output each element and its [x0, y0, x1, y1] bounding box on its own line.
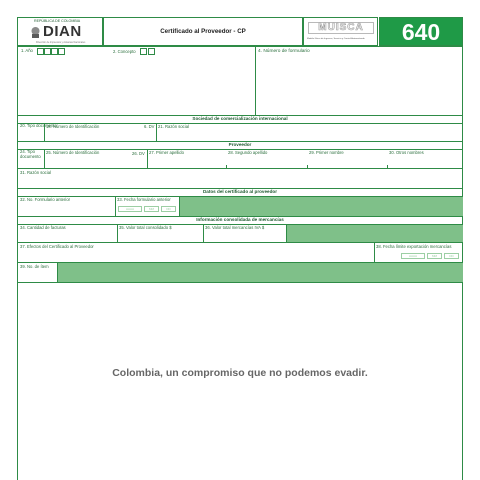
- slogan: Colombia, un compromiso que no podemos evadir.: [112, 367, 368, 379]
- field-38-label: 38. Fecha límite exportación mercancías: [376, 244, 452, 249]
- field-37-label: 37. Efectos del Certificado al Proveedor: [20, 244, 94, 249]
- dian-wordmark: DIAN: [43, 23, 82, 40]
- prev-date-year[interactable]: AAAA: [118, 206, 142, 212]
- prev-date-day[interactable]: DD: [161, 206, 176, 212]
- section-datos-certificado: Datos del certificado al proveedor: [202, 189, 278, 194]
- field-6-label: 6. DV: [144, 124, 155, 129]
- concept-box[interactable]: [148, 48, 155, 55]
- dian-logo-box: [17, 17, 103, 46]
- section-info-consolidada: Información consolidada de mercancías: [196, 217, 284, 222]
- muisca-tagline: Modelo Único de Ingresos, Servicio y Control Automatizado: [307, 38, 365, 40]
- republic-label: REPÚBLICA DE COLOMBIA: [34, 19, 81, 23]
- shaded-area: [180, 197, 463, 216]
- field-18-label: 18. Número de Identificación: [46, 124, 100, 129]
- field-25-label: 25. Número de Identificación: [46, 150, 100, 155]
- field-39-label: 39. No. de ítem: [20, 264, 49, 269]
- limit-date-month[interactable]: MM: [427, 253, 442, 259]
- year-digit-box[interactable]: [37, 48, 44, 55]
- limit-date-day[interactable]: DD: [444, 253, 459, 259]
- form-body: [17, 46, 463, 480]
- year-digit-box[interactable]: [51, 48, 58, 55]
- field-2-label: 2. Concepto: [113, 49, 136, 54]
- muisca-box: [303, 17, 378, 46]
- field-30-label: 30. Otros nombres: [389, 150, 424, 155]
- dian-tagline: Dirección de Impuestos y Aduanas Nacionales: [36, 41, 86, 44]
- title-box: [103, 17, 303, 46]
- field-26-label: 26. DV: [132, 151, 145, 156]
- muisca-logo: MUISCA: [308, 22, 374, 34]
- form-number: 640: [401, 19, 441, 45]
- field-27-label: 27. Primer apellido: [149, 150, 184, 155]
- year-digit-box[interactable]: [44, 48, 51, 55]
- field-24-label: 24. Tipo documento: [20, 149, 41, 159]
- field-34-label: 34. Cantidad de facturas: [20, 225, 66, 230]
- dian-emblem-icon: [30, 26, 41, 39]
- field-20-label: 20. Tipo documento: [20, 123, 57, 128]
- form-number-badge: [379, 17, 463, 46]
- section-proveedor: Proveedor: [228, 142, 252, 147]
- shaded-area: [287, 225, 463, 242]
- field-1-label: 1. Año: [21, 48, 33, 53]
- field-33-label: 33. Fecha formulario anterior: [117, 197, 171, 202]
- field-4-label: 4. Número de formulario: [258, 49, 310, 54]
- field-21-label: 21. Razón social: [158, 124, 189, 129]
- shaded-area: [58, 263, 463, 282]
- field-31-label: 31. Razón social: [20, 170, 51, 175]
- field-35-label: 35. Valor total consolidado $: [119, 225, 172, 230]
- field-36-label: 36. Valor total mercancías IVA $: [205, 225, 265, 230]
- field-28-label: 28. Segundo apellido: [228, 150, 268, 155]
- year-digit-box[interactable]: [58, 48, 65, 55]
- limit-date-year[interactable]: AAAA: [401, 253, 425, 259]
- field-32-label: 32. No. Formulario anterior: [20, 197, 71, 202]
- prev-date-month[interactable]: MM: [144, 206, 159, 212]
- concept-box[interactable]: [140, 48, 147, 55]
- field-29-label: 29. Primer nombre: [309, 150, 344, 155]
- section-sociedad: Sociedad de comercialización internacional: [192, 116, 288, 121]
- form-title: Certificado al Proveedor - CP: [160, 28, 246, 35]
